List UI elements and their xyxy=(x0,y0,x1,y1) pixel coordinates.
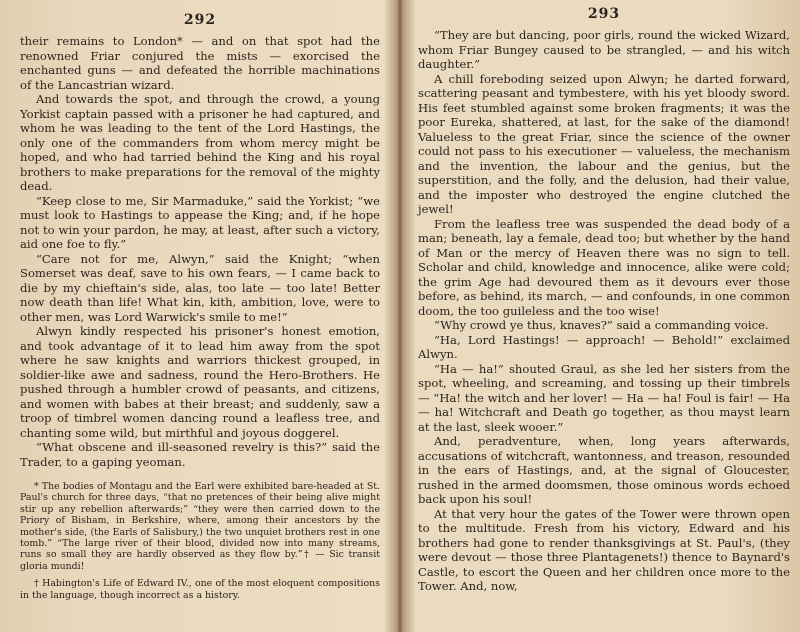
paragraph: “Care not for me, Alwyn,” said the Knight; “when Somerset was deaf, save to his own fears, — I came back to die by my chieftain's side, alas, too late — too late! Better now death than life! What kin, kith, ambition, love, were to other men, was Lord Warwick's smile to me!” xyxy=(20,251,380,324)
paragraph: Alwyn kindly respected his prisoner's honest emotion, and took advantage of it to lead him away from the spot where he saw knights and warriors thickest grouped, in soldier-like awe and sadness, round the Hero-Brothers. He pushed through a humbler crowd of peasants, and citizens, and women with babes at their breast; and suddenly, saw a troop of timbrel women dancing round a leafless tree, and chanting some wild, but mirthful and joyous doggerel. xyxy=(20,324,380,440)
footnote: * The bodies of Montagu and the Earl were exhibited bare-headed at St. Paul's church for three days, “that no pretences of their being alive might stir up any rebellion afterwards;” “they were then carried down to the Priory of Bisham, in Berkshire, where, among their ancestors by the mother's side, (the Earls of Salisbury,) the two unquiet brothers rest in one tomb.” “The large river of their blood, divided now into many streams, runs so small they are hardly observed as they flow by.”† — Sic transit gloria mundi! xyxy=(20,481,380,572)
paragraph: “Why crowd ye thus, knaves?” said a commanding voice. xyxy=(434,318,769,332)
paragraph: “What obscene and ill-seasoned revelry is this?” said the Trader, to a gaping yeoman. xyxy=(20,440,380,469)
right-page xyxy=(402,0,800,632)
paragraph: From the leafless tree was suspended the dead body of a man; beneath, lay a female, dead too; but whether by the hand of Man or the mercy of Heaven there was no sign to tell. Scholar and child, knowledge and innocence, alike were cold; the grim Age had devoured them as it devours ever those before, as behind, its march, — and confounds, in one common doom, the too guileless and the too wise! xyxy=(418,216,790,318)
footnote: † Habington's Life of Edward IV., one of the most eloquent compositions in the language, though incorrect as a history. xyxy=(20,578,380,601)
paragraph: their remains to London* — and on that spot had the renowned Friar conjured the mists — exorcised the enchanted guns — and defeated the horrible machinations of the Lancastrian wizard. xyxy=(20,34,380,92)
body-text xyxy=(418,28,790,594)
paragraph: “Ha — ha!” shouted Graul, as she led her sisters from the spot, wheeling, and screaming, and tossing up their timbrels — “Ha! the witch and her lover! — Ha — ha! Foul is fair! — Ha — ha! Witchcraft and Death go together, as thou mayst learn at the last, sleek wooer.” xyxy=(418,361,790,434)
page-number: 292 xyxy=(183,12,217,28)
paragraph: At that very hour the gates of the Tower were thrown open to the multitude. Fresh from his victory, Edward and his brothers had gone to render thanksgivings at St. Paul's, (they were devout — those three Plantagenets!) thence to Baynard's Castle, to escort the Queen and her children once more to the Tower. And, now, xyxy=(418,506,790,593)
page-number: 293 xyxy=(587,6,621,22)
body-text xyxy=(20,34,380,469)
paragraph: And, peradventure, when, long years afterwards, accusations of witchcraft, wantonness, and treason, resounded in the ears of Hastings, and, at the signal of Gloucester, rushed in the armed doomsmen, those ominous words echoed back upon his soul! xyxy=(418,434,790,506)
paragraph: “Ha, Lord Hastings! — approach! — Behold!” exclaimed Alwyn. xyxy=(418,332,790,361)
paragraph: And towards the spot, and through the crowd, a young Yorkist captain passed with a prisoner he had captured, and whom he was leading to the tent of the Lord Hastings, the only one of the commanders from whom mercy might be hoped, and who had tarried behind the King and his royal brothers to make preparations for the removal of the mighty dead. xyxy=(20,92,380,193)
left-page xyxy=(0,0,398,632)
footnotes xyxy=(20,481,380,601)
paragraph: “Keep close to me, Sir Marmaduke,” said the Yorkist; “we must look to Hastings to appease the King; and, if he hope not to win your pardon, he may, at least, after such a victory, aid one foe to fly.” xyxy=(20,193,380,251)
paragraph: A chill foreboding seized upon Alwyn; he darted forward, scattering peasant and tymbestere, with his yet bloody sword. His feet stumbled against some broken fragments; it was the poor Eureka, shattered, at last, for the sake of the diamond! Valueless to the great Friar, since the science of the owner could not pass to his executioner — valueless, the mechanism and the invention, the labour and the genius, but the superstition, and the folly, and the delusion, had their value, and the imposter who destroyed the engine clutched the jewel! xyxy=(418,71,790,216)
paragraph: “They are but dancing, poor girls, round the wicked Wizard, whom Friar Bungey caused to be strangled, — and his witch daughter.” xyxy=(418,28,790,71)
